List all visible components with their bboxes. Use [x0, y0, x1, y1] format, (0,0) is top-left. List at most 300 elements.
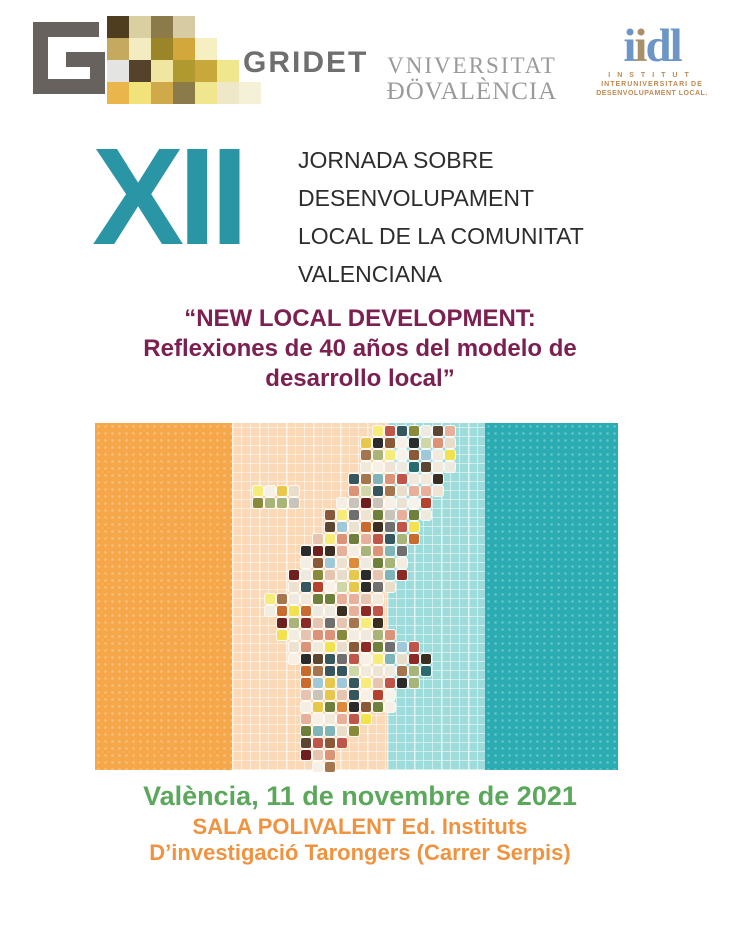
map-tile [397, 666, 407, 676]
map-tile [349, 630, 359, 640]
map-tile [337, 522, 347, 532]
map-tile [361, 642, 371, 652]
map-tile [349, 678, 359, 688]
map-tile [325, 582, 335, 592]
map-tile [289, 582, 299, 592]
event-title-line: JORNADA SOBRE [298, 147, 494, 173]
map-tile [433, 462, 443, 472]
map-tile [325, 642, 335, 652]
map-tile [337, 570, 347, 580]
map-tile [373, 690, 383, 700]
map-tile [325, 738, 335, 748]
map-tile [385, 450, 395, 460]
map-tile [325, 546, 335, 556]
map-tile [277, 594, 287, 604]
map-tile [301, 738, 311, 748]
event-title-line: DESENVOLUPAMENT [298, 185, 535, 211]
map-tile [385, 426, 395, 436]
map-tile [289, 570, 299, 580]
mosaic-cell [173, 60, 195, 82]
map-tile [361, 546, 371, 556]
map-tile [337, 606, 347, 616]
map-tile [421, 486, 431, 496]
map-tile [361, 438, 371, 448]
map-tile [313, 594, 323, 604]
map-tile [385, 438, 395, 448]
map-tile [337, 534, 347, 544]
uv-logo-line2: ĐÖVALÈNCIA [386, 78, 558, 105]
map-tile [361, 666, 371, 676]
map-tile [373, 642, 383, 652]
map-tile [361, 570, 371, 580]
map-tile [373, 666, 383, 676]
map-tile [337, 510, 347, 520]
map-tile [349, 486, 359, 496]
map-tile [385, 546, 395, 556]
map-tile [277, 486, 287, 496]
map-tile [349, 690, 359, 700]
map-tile [313, 630, 323, 640]
map-tile [373, 438, 383, 448]
map-tile [289, 486, 299, 496]
map-tile [265, 606, 275, 616]
map-tile [325, 618, 335, 628]
map-tile [301, 726, 311, 736]
map-tile [337, 666, 347, 676]
mosaic-cell [173, 16, 195, 38]
mosaic-row [107, 16, 261, 38]
map-tile [445, 426, 455, 436]
map-tile [397, 510, 407, 520]
map-tile [409, 666, 419, 676]
mosaic-cell [151, 38, 173, 60]
mosaic-cell [195, 82, 217, 104]
mosaic-cell [107, 60, 129, 82]
map-tile [409, 642, 419, 652]
map-tile [313, 702, 323, 712]
map-tile [385, 486, 395, 496]
map-tile [253, 486, 263, 496]
map-tile [421, 438, 431, 448]
map-tile [301, 570, 311, 580]
map-tile [397, 498, 407, 508]
map-tile [325, 702, 335, 712]
map-tile [385, 678, 395, 688]
map-tile [325, 750, 335, 760]
theme-title [40, 304, 680, 394]
map-tile [373, 618, 383, 628]
map-tile [385, 498, 395, 508]
map-tile [289, 654, 299, 664]
mosaic-cell [129, 82, 151, 104]
map-tile [373, 486, 383, 496]
map-tile [361, 714, 371, 724]
map-tile [349, 606, 359, 616]
map-tile [361, 534, 371, 544]
map-tile [397, 570, 407, 580]
map-tile [409, 486, 419, 496]
mosaic-cell [151, 16, 173, 38]
map-tile [313, 570, 323, 580]
venue-line2: D’investigació Tarongers (Carrer Serpis) [149, 840, 571, 865]
map-tile [361, 690, 371, 700]
map-tile [397, 534, 407, 544]
map-tile [385, 558, 395, 568]
map-tile [301, 642, 311, 652]
mosaic-cell [239, 82, 261, 104]
event-title [298, 141, 584, 293]
map-tile [373, 498, 383, 508]
map-tile [421, 510, 431, 520]
map-tile [409, 498, 419, 508]
map-tile [385, 510, 395, 520]
map-tile [397, 642, 407, 652]
map-tile [373, 654, 383, 664]
map-tile [361, 486, 371, 496]
map-tile [313, 762, 323, 772]
theme-line: “NEW LOCAL DEVELOPMENT: [184, 305, 536, 332]
map-tile [349, 534, 359, 544]
map-tile [361, 498, 371, 508]
map-tile [349, 726, 359, 736]
map-tile [409, 438, 419, 448]
map-tile [313, 690, 323, 700]
map-tile [301, 606, 311, 616]
map-tile [277, 606, 287, 616]
mosaic-cell [107, 16, 129, 38]
map-tile [325, 714, 335, 724]
gridet-g-icon [33, 22, 105, 94]
iidl-letter: l [669, 20, 681, 72]
map-tile [337, 654, 347, 664]
map-tile [337, 630, 347, 640]
map-tile [421, 498, 431, 508]
event-date: València, 11 de novembre de 2021 [143, 781, 577, 811]
map-tile [253, 498, 263, 508]
map-tile [337, 690, 347, 700]
iidl-subtitle-1: INSTITUT [608, 72, 696, 79]
map-tile [301, 594, 311, 604]
map-tile [397, 438, 407, 448]
map-tile [409, 474, 419, 484]
map-tile [397, 450, 407, 460]
map-tile [313, 534, 323, 544]
map-tile [349, 618, 359, 628]
map-tile [373, 450, 383, 460]
map-tile [337, 678, 347, 688]
mosaic-map-tiles [95, 423, 618, 770]
map-tile [349, 474, 359, 484]
map-tile [397, 558, 407, 568]
map-tile [313, 738, 323, 748]
map-tile [277, 618, 287, 628]
map-tile [301, 582, 311, 592]
map-tile [313, 558, 323, 568]
iidl-wordmark [593, 20, 711, 72]
map-tile [373, 570, 383, 580]
map-tile [397, 426, 407, 436]
map-tile [337, 618, 347, 628]
map-tile [325, 678, 335, 688]
map-tile [409, 462, 419, 472]
map-tile [313, 654, 323, 664]
map-tile [289, 630, 299, 640]
mosaic-cell [195, 38, 217, 60]
map-tile [289, 606, 299, 616]
map-tile [349, 558, 359, 568]
map-tile [385, 654, 395, 664]
map-tile [301, 690, 311, 700]
map-tile [445, 438, 455, 448]
map-tile [385, 534, 395, 544]
map-tile [349, 714, 359, 724]
map-tile [349, 642, 359, 652]
map-tile [445, 462, 455, 472]
map-tile [385, 666, 395, 676]
map-tile [373, 546, 383, 556]
iidl-letter: i [623, 20, 635, 72]
map-tile [301, 750, 311, 760]
map-tile [325, 510, 335, 520]
map-tile [409, 510, 419, 520]
map-tile [325, 558, 335, 568]
map-tile [421, 426, 431, 436]
iidl-subtitle-2: INTERUNIVERSITARI DE [601, 81, 703, 88]
map-tile [373, 582, 383, 592]
map-tile [421, 666, 431, 676]
map-tile [337, 546, 347, 556]
map-tile [409, 522, 419, 532]
map-tile [325, 522, 335, 532]
valencia-mosaic-map-image [95, 423, 618, 770]
mosaic-cell [217, 60, 239, 82]
map-tile [373, 462, 383, 472]
universitat-valencia-logo [386, 54, 558, 104]
map-tile [337, 558, 347, 568]
map-tile [361, 618, 371, 628]
mosaic-cell [129, 60, 151, 82]
mosaic-cell [217, 82, 239, 104]
map-tile [385, 582, 395, 592]
map-tile [337, 726, 347, 736]
map-tile [361, 678, 371, 688]
map-tile [373, 678, 383, 688]
map-tile [301, 630, 311, 640]
map-tile [265, 486, 275, 496]
map-tile [421, 654, 431, 664]
map-tile [325, 690, 335, 700]
mosaic-row [107, 82, 261, 104]
map-tile [301, 666, 311, 676]
map-tile [301, 546, 311, 556]
map-tile [361, 462, 371, 472]
map-tile [277, 630, 287, 640]
map-tile [397, 678, 407, 688]
mosaic-cell [151, 82, 173, 104]
map-tile [397, 546, 407, 556]
map-tile [373, 474, 383, 484]
map-tile [277, 498, 287, 508]
map-tile [373, 702, 383, 712]
map-tile [313, 678, 323, 688]
map-tile [349, 654, 359, 664]
gridet-mosaic-icon [107, 16, 261, 104]
map-tile [445, 450, 455, 460]
map-tile [361, 630, 371, 640]
iidl-subtitle-3: DESENVOLUPAMENT LOCAL. [596, 90, 708, 97]
map-tile [409, 534, 419, 544]
map-tile [361, 702, 371, 712]
map-tile [337, 642, 347, 652]
mosaic-cell [173, 38, 195, 60]
map-tile [289, 618, 299, 628]
map-tile [325, 570, 335, 580]
map-tile [313, 642, 323, 652]
mosaic-cell [107, 38, 129, 60]
map-tile [289, 594, 299, 604]
map-tile [325, 666, 335, 676]
mosaic-cell [129, 16, 151, 38]
map-tile [313, 750, 323, 760]
map-tile [349, 570, 359, 580]
map-tile [349, 498, 359, 508]
map-tile [337, 594, 347, 604]
map-tile [265, 498, 275, 508]
map-tile [325, 630, 335, 640]
iidl-logo [593, 20, 711, 98]
map-tile [397, 462, 407, 472]
mosaic-cell [151, 60, 173, 82]
map-tile [361, 582, 371, 592]
map-tile [337, 714, 347, 724]
mosaic-cell [195, 60, 217, 82]
map-tile [361, 606, 371, 616]
map-tile [349, 510, 359, 520]
map-tile [421, 450, 431, 460]
map-tile [373, 606, 383, 616]
map-tile [313, 714, 323, 724]
map-tile [361, 510, 371, 520]
map-tile [385, 630, 395, 640]
map-tile [313, 606, 323, 616]
map-tile [373, 630, 383, 640]
map-tile [325, 726, 335, 736]
map-tile [313, 726, 323, 736]
map-tile [433, 474, 443, 484]
map-tile [361, 594, 371, 604]
map-tile [397, 474, 407, 484]
map-tile [325, 606, 335, 616]
map-tile [301, 678, 311, 688]
map-tile [349, 594, 359, 604]
uv-logo-line1: VNIVERSITAT [387, 53, 557, 78]
map-tile [385, 690, 395, 700]
gridet-wordmark: GRIDET [243, 46, 369, 79]
map-tile [433, 438, 443, 448]
map-tile [301, 714, 311, 724]
map-tile [409, 654, 419, 664]
map-tile [409, 450, 419, 460]
theme-line: Reflexiones de 40 años del modelo de [143, 335, 577, 362]
iidl-letter: i [634, 20, 646, 72]
event-title-line: VALENCIANA [298, 261, 443, 287]
map-tile [301, 654, 311, 664]
map-tile [421, 474, 431, 484]
map-tile [301, 618, 311, 628]
map-tile [433, 426, 443, 436]
map-tile [349, 582, 359, 592]
map-tile [337, 738, 347, 748]
map-tile [289, 642, 299, 652]
map-tile [349, 702, 359, 712]
map-tile [373, 558, 383, 568]
map-tile [385, 474, 395, 484]
venue-line1: SALA POLIVALENT Ed. Instituts [192, 814, 528, 839]
map-tile [301, 558, 311, 568]
map-tile [361, 654, 371, 664]
map-tile [433, 486, 443, 496]
mosaic-cell [129, 38, 151, 60]
mosaic-row [107, 38, 261, 60]
map-tile [373, 510, 383, 520]
map-tile [361, 450, 371, 460]
map-tile [313, 582, 323, 592]
map-tile [433, 450, 443, 460]
map-tile [373, 534, 383, 544]
map-tile [325, 534, 335, 544]
map-tile [349, 546, 359, 556]
map-tile [397, 522, 407, 532]
mosaic-cell [173, 82, 195, 104]
map-tile [385, 462, 395, 472]
map-tile [313, 666, 323, 676]
mosaic-cell [107, 82, 129, 104]
map-tile [385, 522, 395, 532]
theme-line: desarrollo local” [265, 365, 455, 392]
map-tile [361, 522, 371, 532]
map-tile [289, 498, 299, 508]
map-tile [337, 582, 347, 592]
map-tile [397, 654, 407, 664]
map-tile [361, 558, 371, 568]
map-tile [385, 570, 395, 580]
iidl-letter: d [645, 20, 670, 72]
map-tile [349, 522, 359, 532]
map-tile [301, 702, 311, 712]
map-tile [373, 594, 383, 604]
map-tile [361, 474, 371, 484]
map-tile [421, 462, 431, 472]
map-tile [325, 594, 335, 604]
map-tile [265, 594, 275, 604]
map-tile [373, 426, 383, 436]
map-tile [349, 666, 359, 676]
mosaic-row [107, 60, 261, 82]
map-tile [313, 618, 323, 628]
map-tile [397, 486, 407, 496]
map-tile [313, 546, 323, 556]
map-tile [325, 762, 335, 772]
map-tile [373, 522, 383, 532]
map-tile [325, 654, 335, 664]
map-tile [409, 426, 419, 436]
event-title-line: LOCAL DE LA COMUNITAT [298, 223, 584, 249]
map-tile [337, 702, 347, 712]
map-tile [337, 498, 347, 508]
map-tile [385, 702, 395, 712]
map-tile [409, 678, 419, 688]
edition-numeral: XII [92, 120, 243, 274]
